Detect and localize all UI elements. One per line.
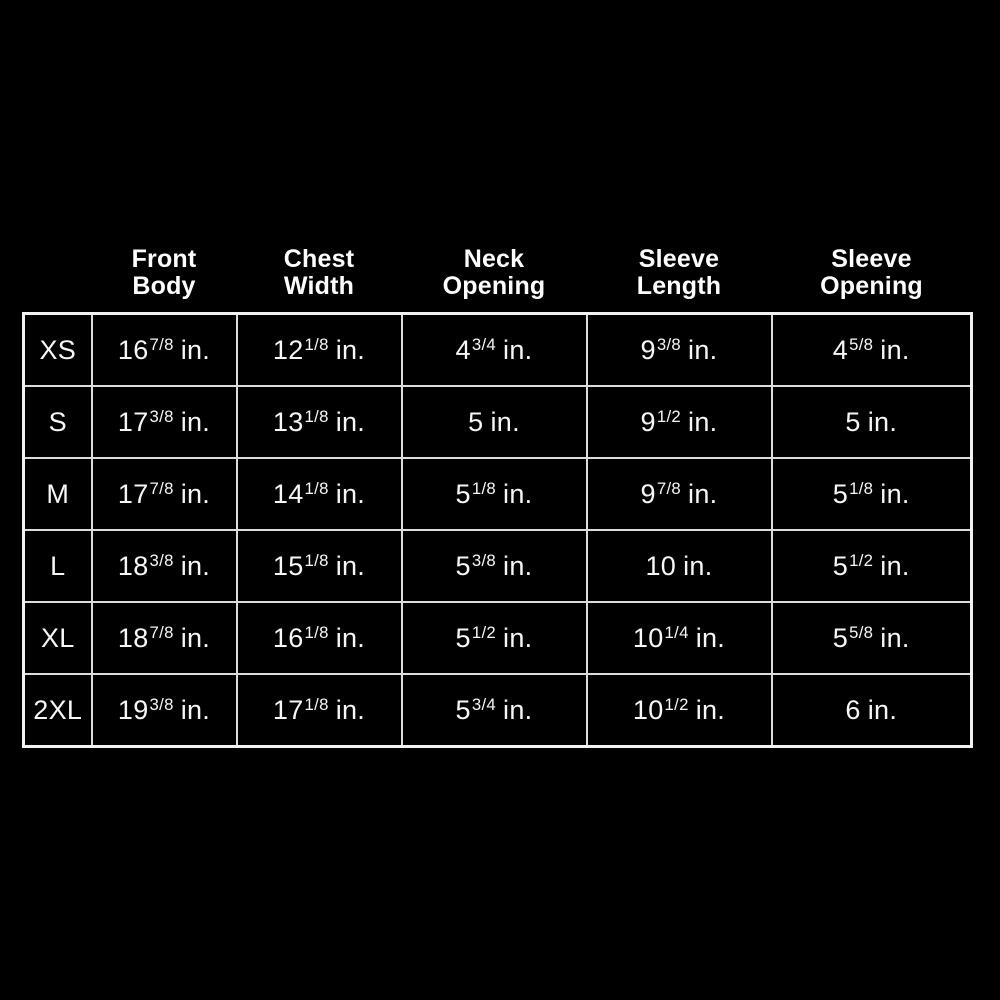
value-cell: $5^{5/8}$ in. [772,602,972,674]
value-cell: $4^{5/8}$ in. [772,314,972,387]
unit-label: in. [335,694,366,725]
unit-label: in. [503,550,533,581]
value-cell: 5 in. [402,386,587,458]
fraction: 3/8 [471,550,497,570]
value-cell: $16^{7/8}$ in. [92,314,237,387]
fraction: 5/8 [849,334,874,354]
value-cell: $4^{3/4}$ in. [402,314,587,387]
value-cell: $15^{1/8}$ in. [237,530,402,602]
size-cell: XS [24,314,92,387]
fraction: 7/8 [149,478,174,498]
fraction: 5/8 [849,622,874,642]
fraction: 1/8 [304,622,329,642]
table-header [24,246,972,314]
unit-label: in. [503,622,533,653]
value-cell: $10^{1/4}$ in. [587,602,772,674]
fraction: 7/8 [149,622,174,642]
fraction: 3/8 [656,334,682,354]
unit-label: in. [503,478,533,509]
value-cell: $17^{3/8}$ in. [92,386,237,458]
unit-label: in. [867,406,898,437]
unit-label: in. [503,694,533,725]
fraction: 1/2 [471,622,497,642]
size-cell: XL [24,602,92,674]
value-cell: $9^{7/8}$ in. [587,458,772,530]
unit-label: in. [695,622,726,653]
column-header-sleeve-opening: Sleeve Opening [820,245,923,300]
size-cell: S [24,386,92,458]
unit-label: in. [695,694,726,725]
column-header-front-body: Front Body [131,245,197,300]
value-cell: $12^{1/8}$ in. [237,314,402,387]
unit-label: in. [880,478,910,509]
value-cell: $5^{1/2}$ in. [772,530,972,602]
unit-label: in. [688,478,718,509]
unit-label: in. [503,334,533,365]
fraction: 1/8 [304,478,329,498]
value-cell: 10 in. [587,530,772,602]
value-cell: $9^{3/8}$ in. [587,314,772,387]
value-cell: $16^{1/8}$ in. [237,602,402,674]
fraction: 7/8 [656,478,682,498]
value-cell: $14^{1/8}$ in. [237,458,402,530]
value-cell: 5 in. [772,386,972,458]
unit-label: in. [335,622,366,653]
fraction: 3/4 [471,334,497,354]
header-row [24,246,972,314]
column-header-neck-opening: Neck Opening [442,245,546,300]
unit-label: in. [490,406,520,437]
unit-label: in. [180,550,211,581]
unit-label: in. [880,550,910,581]
table-row [24,314,972,387]
unit-label: in. [335,406,366,437]
unit-label: in. [880,622,910,653]
size-cell: L [24,530,92,602]
unit-label: in. [335,334,366,365]
value-cell: $18^{7/8}$ in. [92,602,237,674]
unit-label: in. [867,694,898,725]
table-row [24,458,972,530]
fraction: 1/8 [304,550,329,570]
unit-label: in. [180,622,211,653]
unit-label: in. [688,334,718,365]
table-body [24,314,972,747]
value-cell: 6 in. [772,674,972,747]
fraction: 3/8 [149,406,174,426]
unit-label: in. [880,334,910,365]
size-chart [22,246,970,748]
unit-label: in. [335,550,366,581]
fraction: 1/8 [304,334,329,354]
value-cell: $5^{3/4}$ in. [402,674,587,747]
table-row [24,674,972,747]
value-cell: $5^{1/8}$ in. [772,458,972,530]
unit-label: in. [180,406,211,437]
value-cell: $17^{1/8}$ in. [237,674,402,747]
unit-label: in. [683,550,713,581]
unit-label: in. [180,694,211,725]
unit-label: in. [335,478,366,509]
fraction: 1/8 [471,478,497,498]
table-row [24,530,972,602]
unit-label: in. [180,334,211,365]
size-cell: 2XL [24,674,92,747]
value-cell: $17^{7/8}$ in. [92,458,237,530]
fraction: 3/4 [471,694,497,714]
value-cell: $5^{3/8}$ in. [402,530,587,602]
fraction: 1/8 [304,694,329,714]
fraction: 3/8 [149,694,174,714]
unit-label: in. [180,478,211,509]
fraction: 1/2 [664,694,689,714]
column-header-chest-width: Chest Width [283,245,355,300]
value-cell: $18^{3/8}$ in. [92,530,237,602]
fraction: 1/8 [304,406,329,426]
table-row [24,386,972,458]
fraction: 1/4 [664,622,689,642]
value-cell: $13^{1/8}$ in. [237,386,402,458]
size-cell: M [24,458,92,530]
value-cell: $19^{3/8}$ in. [92,674,237,747]
column-header-sleeve-length: Sleeve Length [636,245,722,300]
fraction: 3/8 [149,550,174,570]
fraction: 1/2 [656,406,682,426]
value-cell: $5^{1/8}$ in. [402,458,587,530]
value-cell: $5^{1/2}$ in. [402,602,587,674]
size-chart-table [22,246,973,748]
unit-label: in. [688,406,718,437]
table-row [24,602,972,674]
fraction: 1/2 [849,550,874,570]
fraction: 1/8 [849,478,874,498]
column-header-size [24,246,92,314]
fraction: 7/8 [149,334,174,354]
value-cell: $10^{1/2}$ in. [587,674,772,747]
value-cell: $9^{1/2}$ in. [587,386,772,458]
